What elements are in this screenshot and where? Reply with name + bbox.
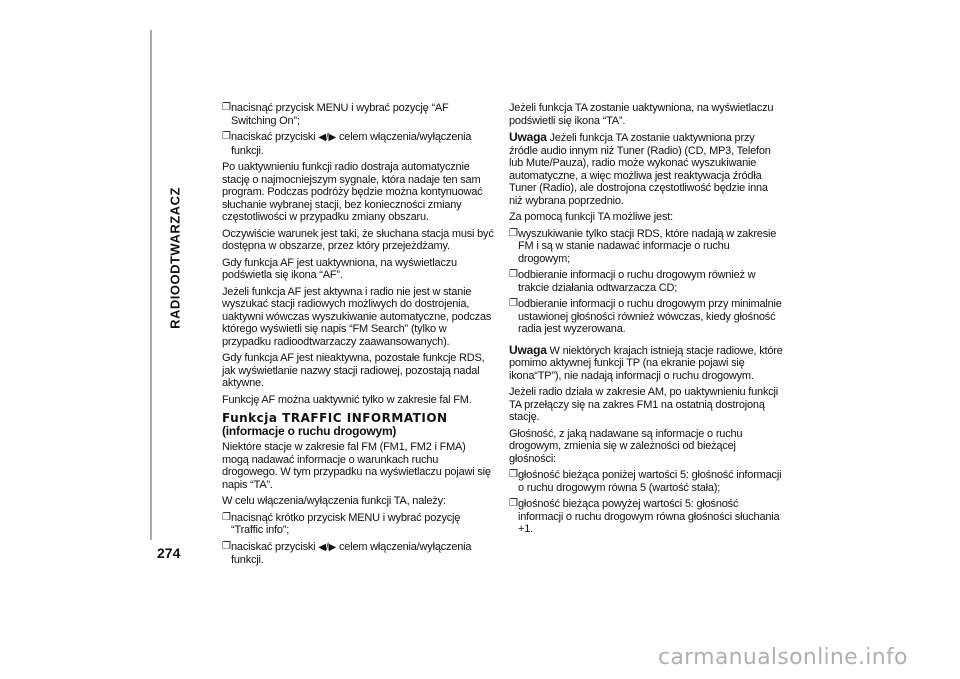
right-column (509, 102, 783, 540)
left-right-arrow-icon: ◀/▶ (318, 132, 336, 143)
watermark: carmanualsonline.info (658, 645, 908, 670)
checkbox-square-icon: ❐ (222, 131, 231, 142)
list-item: ❐ odbieranie informacji o ruchu drogowym przy minimalnie ustawionej głośności również wówczas, kiedy głośność radia jest wyzerowana. (509, 298, 782, 335)
checkbox-square-icon: ❐ (509, 269, 518, 280)
paragraph: Jeżeli funkcja TA zostanie uaktywniona, na wyświetlaczu podświetli się ikona “TA”. (509, 102, 774, 127)
list-item: ❐ odbieranie informacji o ruchu drogowym również w trakcie działania odtwarzacza CD; (509, 269, 756, 294)
page-number: 274 (157, 545, 181, 561)
list-item: ❐ naciskać przyciski ◀/▶ celem włączenia/wyłączenia funkcji. (222, 131, 472, 157)
paragraph: Jeżeli funkcja AF jest aktywna i radio nie jest w stanie wyszukać stacji radiowych możliwych do dostrojenia, uaktywni wówczas wyszukiwanie automatyczne, podczas którego wyświetli się napis “FM Search” (tylko w przypadku radioodtwarzaczy zaawansowanych). (222, 285, 492, 348)
paragraph: Gdy funkcja AF jest uaktywniona, na wyświetlaczu podświetla się ikona “AF”. (222, 256, 457, 281)
paragraph: Gdy funkcja AF jest nieaktywna, pozostałe funkcje RDS, jak wyświetlanie nazwy stacji radiowej, pozostają nadal aktywne. (222, 352, 485, 389)
side-divider (150, 30, 152, 540)
section-heading: Funkcja TRAFFIC INFORMATION (informacje o ruchu drogowym) (222, 411, 448, 438)
checkbox-square-icon: ❐ (509, 498, 518, 509)
note: Uwaga Jeżeli funkcja TA zostanie uaktywniona przy źródle audio innym niż Tuner (Radio) (CD, MP3, Telefon lub Mute/Pauza), radio może wykonać wyszukiwanie automatyczne, a więc możliwa jest reaktywacja źródła Tuner (Radio), ale dostrojona częstotliwość będzie inna niż wybrana poprzednio. (509, 130, 771, 207)
paragraph: Za pomocą funkcji TA możliwe jest: (509, 211, 673, 223)
paragraph: Funkcję AF można uaktywnić tylko w zakresie fal FM. (222, 393, 472, 406)
checkbox-square-icon: ❐ (222, 540, 231, 552)
checkbox-square-icon: ❐ (509, 227, 518, 239)
checkbox-square-icon: ❐ (509, 469, 518, 480)
paragraph: Oczywiście warunek jest taki, że słuchana stacja musi być dostępna w obszarze, przez który przejeżdżamy. (222, 227, 494, 252)
checkbox-square-icon: ❐ (509, 298, 518, 309)
list-item: ❐ nacisnąć przycisk MENU i wybrać pozycję “AF Switching On”; (222, 102, 449, 127)
left-right-arrow-icon: ◀/▶ (318, 541, 336, 553)
list-item: ❐ głośność bieżąca powyżej wartości 5: głośność informacji o ruchu drogowym równa głośności słuchania +1. (509, 498, 780, 535)
paragraph: W celu włączenia/wyłączenia funkcji TA, należy: (222, 495, 446, 507)
note: Uwaga W niektórych krajach istnieją stacje radiowe, które pomimo aktywnej funkcji TP (na ekranie pojawi się ikona“TP”), nie nadają informacji o ruchu drogowym. (509, 342, 783, 382)
paragraph: Po uaktywnieniu funkcji radio dostraja automatycznie stację o najmocniejszym sygnale, która nadaje ten sam program. Podczas podróży będzie można kontynuować słuchanie wybranej stacji, bez konieczności zmiany częstotliwości w przypadku zmiany obszaru. (222, 161, 483, 223)
paragraph: Głośność, z jaką nadawane są informacje o ruchu drogowym, zmienia się w zależności od bieżącej głośności: (509, 427, 743, 465)
checkbox-square-icon: ❐ (222, 102, 231, 113)
list-item: ❐ nacisnąć krótko przycisk MENU i wybrać pozycję “Traffic info”; (222, 511, 461, 536)
list-item: ❐ głośność bieżąca poniżej wartości 5: głośność informacji o ruchu drogowym równa 5 (wartość stała); (509, 469, 782, 494)
paragraph: Niektóre stacje w zakresie fal FM (FM1, FM2 i FMA) mogą nadawać informacje o warunkach ruchu drogowego. W tym przypadku na wyświetlaczu pojawi się napis “TA”. (222, 441, 491, 491)
left-column (222, 102, 494, 571)
section-side-title: RADIOODTWARZACZ (167, 187, 183, 329)
list-item: ❐ naciskać przyciski ◀/▶ celem włączenia/wyłączenia funkcji. (222, 540, 472, 566)
list-item: ❐ wyszukiwanie tylko stacji RDS, które nadają w zakresie FM i są w stanie nadawać informacje o ruchu drogowym; (509, 227, 777, 265)
paragraph: Jeżeli radio działa w zakresie AM, po uaktywnieniu funkcji TA przełączy się na zakres FM1 na ostatnią dostrojoną stację. (509, 386, 779, 423)
checkbox-square-icon: ❐ (222, 511, 231, 523)
